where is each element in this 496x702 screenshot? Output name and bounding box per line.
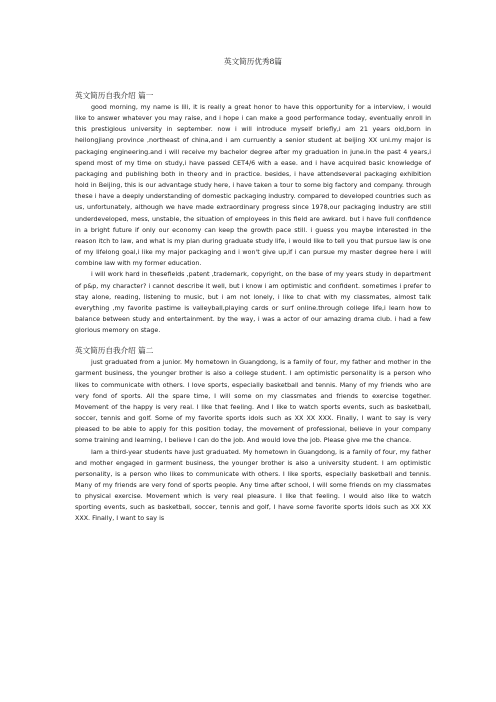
section-heading: 英文简历自我介绍 篇二 (75, 346, 154, 356)
paragraph: good morning, my name is lili, it is really a great honor to have this opportunity for a interview, i would like to answer whatever you may raise, and i hope i can make a good performance today, eventually enroll in this prestigious university in september. now i will introduce myself briefly,i am 21 years old,born in heilongjiang province ,northeast of china,and i am curruently a senior student at beijing XX uni.my major is packaging engineering.and i will receive my bachelor degree after my graduation in june.in the past 4 years,i spend most of my time on study,i have passed CET4/6 with a ease. and i have acquired basic knowledge of packaging and publishing both in theory and in practice. besides, i have attendseveral packaging exhibition hold in Beijing, this is our advantage study here, i have taken a tour to some big factory and company. through these i have a deeply understanding of domestic packaging industry. compared to developed countries such as us, unfortunately, although we have made extraordinary progress since 1978,our packaging industry are still underdeveloped, mess, unstable, the situation of employees in this field are awkard. but i have full confidence in a bright future if only our economy can keep the growth pace still. i guess you maybe interested in the reason itch to law, and what is my plan during graduate study life, i would like to tell you that pursue law is one of my lifelong goal,i like my major packaging and i won't give up,if i can pursue my master degree here i will combine law with my former education. (75, 104, 431, 268)
paragraph: Iam a third-year students have just graduated. My hometown in Guangdong, is a family of four, my father and mother engaged in garment business, the younger brother is also a university student. I am optimistic personality, is a person who likes to communicate with others. I like sports, especially basketball and tennis. Many of my friends are very fond of sports people. Any time after school, I will some friends on my classmates to physical exercise. Movement which is very real pleasure. I like that feeling. I would also like to watch sporting events, such as basketball, soccer, tennis and golf, I have some favorite sports idols such as XX XX XXX. Finally, I want to say is (75, 448, 431, 523)
paragraph: just graduated from a junior. My hometown in Guangdong, is a family of four, my father and mother in the garment business, the younger brother is also a college student. I am optimistic personality is a person who likes to communicate with others. I love sports, especially basketball and tennis. Many of my friends who are very fond of sports. All the spare time, I will some on my classmates and friends to exercise together. Movement of the happy is very real. I like that feeling. And I like to watch sports events, such as basketball, soccer, tennis and golf. Some of my favorite sports idols such as XX XX XXX. Finally, I want to say is very pleased to be able to apply for this position today, the movement of professional, believe in your company some training and learning, I believe I can do the job. And would love the job. Please give me the chance. (75, 359, 431, 445)
section-heading: 英文简历自我介绍 篇一 (75, 91, 154, 100)
section-1 (75, 91, 431, 336)
document-title: 英文简历优秀8篇 (224, 57, 282, 66)
section-2 (75, 346, 431, 524)
section-gap (75, 336, 431, 346)
paragraph: i will work hard in thesefields ,patent ,trademark, copyright, on the base of my years study in department of p&p, my character? i cannot describe it well, but i know i am optimistic and confident. sometimes i prefer to stay alone, reading, listening to music, but i am not lonely, i like to chat with my classmates, almost talk everything ,my favorite pastime is valleyball,playing cards or surf online.through college life,i learn how to balance between study and entertainment. by the way, i was a actor of our amazing drama club. i had a few glorious memory on stage. (75, 271, 431, 335)
